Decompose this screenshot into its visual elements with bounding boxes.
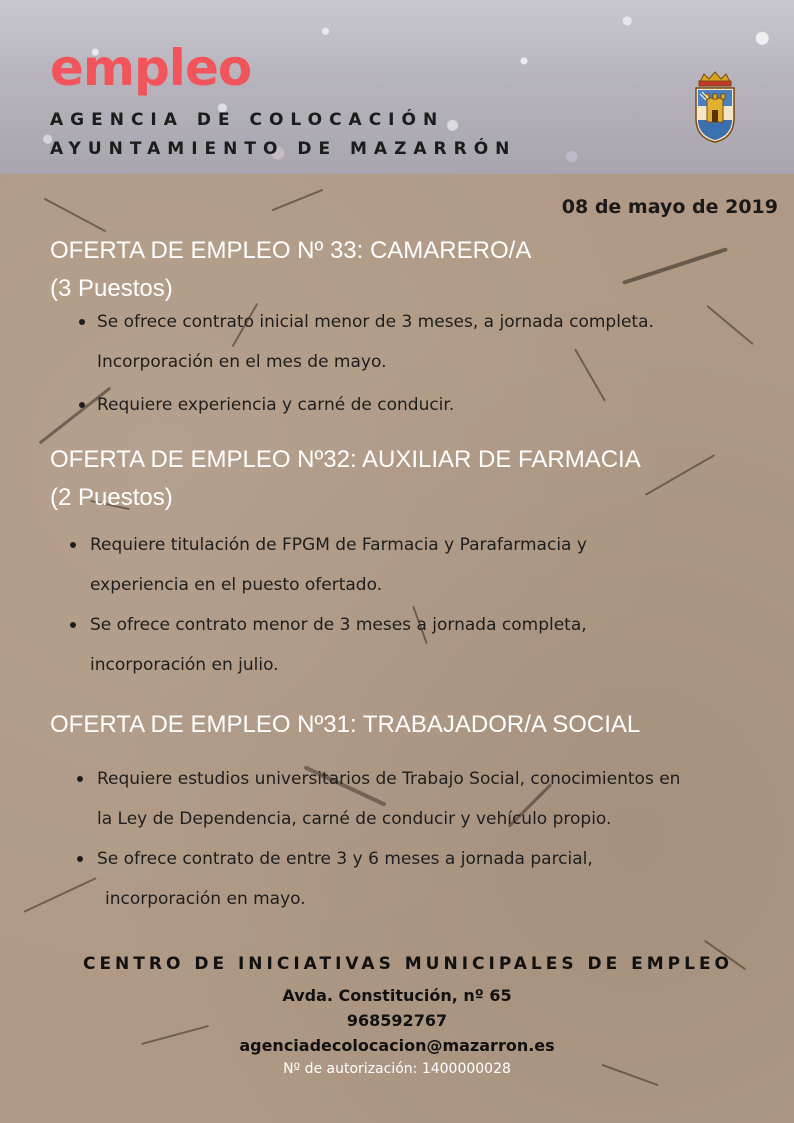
offer-31-details (97, 759, 680, 919)
authorization-number: Nº de autorización: 1400000028 (283, 1061, 511, 1077)
center-email: agenciadecolocacion@mazarron.es (239, 1036, 555, 1055)
center-title: CENTRO DE INICIATIVAS MUNICIPALES DE EMPLEO (82, 954, 734, 974)
bullet-icon (77, 776, 83, 782)
bullet-icon (77, 856, 83, 862)
bullet-icon (70, 622, 76, 628)
list-item: Requiere titulación de FPGM de Farmacia y Parafarmacia y (90, 525, 587, 565)
header-banner (0, 0, 794, 174)
bullet-icon (79, 402, 85, 408)
offer-32-title: OFERTA DE EMPLEO Nº32: AUXILIAR DE FARMACIA (50, 446, 641, 473)
list-item: incorporación en mayo. (105, 889, 306, 909)
offer-33-positions: (3 Puestos) (50, 275, 173, 302)
center-address: Avda. Constitución, nº 65 (282, 986, 512, 1005)
list-item: la Ley de Dependencia, carné de conducir y vehículo propio. (97, 809, 612, 829)
offer-32-details (90, 525, 587, 685)
offer-33-title: OFERTA DE EMPLEO Nº 33: CAMARERO/A (50, 237, 532, 264)
list-item: incorporación en julio. (90, 655, 279, 675)
offer-32-positions: (2 Puestos) (50, 484, 173, 511)
list-item: Requiere experiencia y carné de conducir. (97, 385, 654, 425)
logo-wordmark: empleo (50, 39, 252, 97)
agency-title: AGENCIA DE COLOCACIÓN AYUNTAMIENTO DE MAZARRÓN (50, 110, 517, 159)
publication-date: 08 de mayo de 2019 (561, 196, 778, 218)
list-item: Se ofrece contrato menor de 3 meses a jornada completa, (90, 605, 587, 645)
bullet-icon (79, 319, 85, 325)
list-item: Incorporación en el mes de mayo. (97, 352, 387, 372)
list-item: experiencia en el puesto ofertado. (90, 575, 383, 595)
bullet-icon (70, 542, 76, 548)
coat-of-arms-icon (692, 70, 738, 144)
list-item: Se ofrece contrato inicial menor de 3 meses, a jornada completa. (97, 302, 654, 342)
offer-33-details (97, 302, 654, 425)
offer-31-title: OFERTA DE EMPLEO Nº31: TRABAJADOR/A SOCIAL (50, 711, 641, 738)
list-item: Requiere estudios universitarios de Trabajo Social, conocimientos en (97, 759, 680, 799)
list-item: Se ofrece contrato de entre 3 y 6 meses a jornada parcial, (97, 839, 680, 879)
center-phone: 968592767 (346, 1011, 448, 1030)
